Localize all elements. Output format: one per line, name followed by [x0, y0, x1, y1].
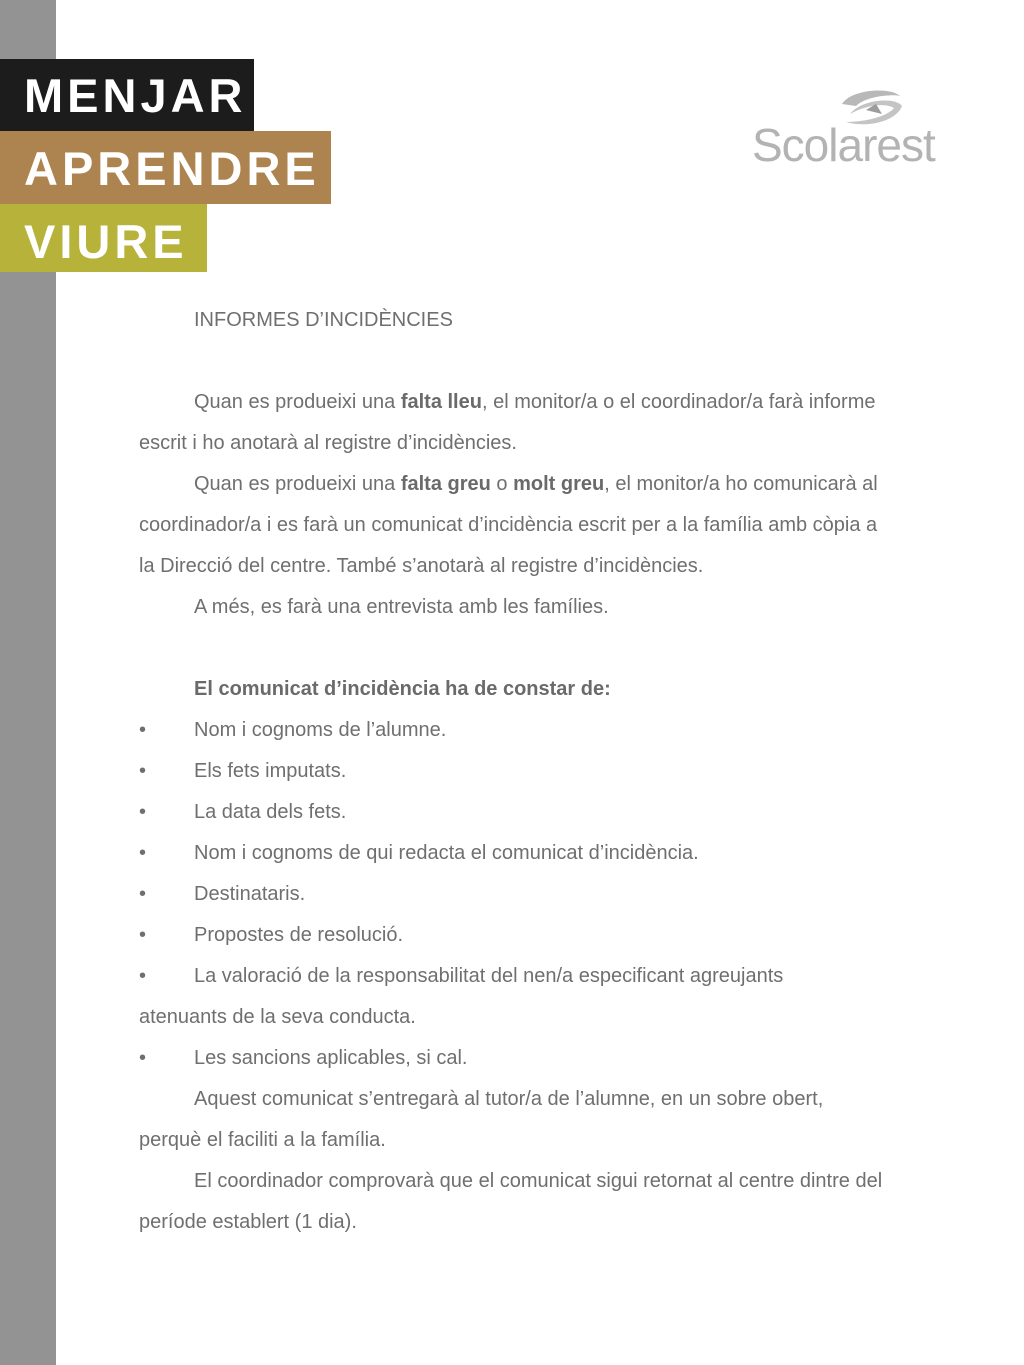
paragraph-line: període establert (1 dia). [139, 1211, 357, 1233]
list-item-continuation: atenuants de la seva conducta. [139, 1006, 416, 1028]
emphasis-molt-greu: molt greu [513, 473, 605, 495]
bullet-icon: • [139, 719, 147, 741]
emphasis-falta-greu: falta greu [400, 473, 491, 495]
paragraph-line: coordinador/a i es farà un comunicat d’incidència escrit per a la família amb còpia a [139, 514, 878, 536]
bullet-icon: • [139, 924, 147, 946]
brand-band-viure: VIURE [0, 204, 207, 272]
paragraph-line: Aquest comunicat s’entregarà al tutor/a de l’alumne, en un sobre obert, [194, 1088, 824, 1110]
paragraph-line: perquè el faciliti a la família. [139, 1129, 386, 1151]
bullet-icon: • [139, 883, 147, 905]
paragraph-line: El coordinador comprovarà que el comunicat sigui retornat al centre dintre del [194, 1170, 883, 1192]
brand-band-aprendre: APRENDRE [0, 131, 331, 204]
paragraph-line: A més, es farà una entrevista amb les famílies. [194, 596, 609, 618]
list-item: • Destinataris. [139, 874, 929, 915]
bullet-icon: • [139, 801, 147, 823]
list-item: • Nom i cognoms de qui redacta el comunicat d’incidència. [139, 833, 929, 874]
bullet-icon: • [139, 760, 147, 782]
paragraph-line: Quan es produeixi una falta lleu, el monitor/a o el coordinador/a farà informe [194, 391, 876, 413]
paragraph-line: la Direcció del centre. També s’anotarà al registre d’incidències. [139, 555, 704, 577]
list-heading: El comunicat d’incidència ha de constar de: [194, 678, 611, 700]
bullet-icon: • [139, 1047, 147, 1069]
scolarest-logo [752, 84, 935, 174]
list-item: • Les sancions aplicables, si cal. [139, 1038, 929, 1079]
paragraph-line: escrit i ho anotarà al registre d’incidències. [139, 432, 517, 454]
document-body [139, 300, 929, 1243]
logo-text: Scolarest [752, 119, 935, 171]
bullet-icon: • [139, 965, 147, 987]
list-item: • Els fets imputats. [139, 751, 929, 792]
list-item: • La valoració de la responsabilitat del nen/a especificant agreujants [139, 956, 929, 997]
list-item: • Propostes de resolució. [139, 915, 929, 956]
list-item: • Nom i cognoms de l’alumne. [139, 710, 929, 751]
emphasis-falta-lleu: falta lleu [400, 391, 482, 413]
bullet-icon: • [139, 842, 147, 864]
list-item: • La data dels fets. [139, 792, 929, 833]
brand-band-menjar: MENJAR [0, 59, 254, 131]
document-title: INFORMES D’INCIDÈNCIES [194, 309, 453, 331]
paragraph-line: Quan es produeixi una falta greu o molt greu, el monitor/a ho comunicarà al [194, 473, 878, 495]
